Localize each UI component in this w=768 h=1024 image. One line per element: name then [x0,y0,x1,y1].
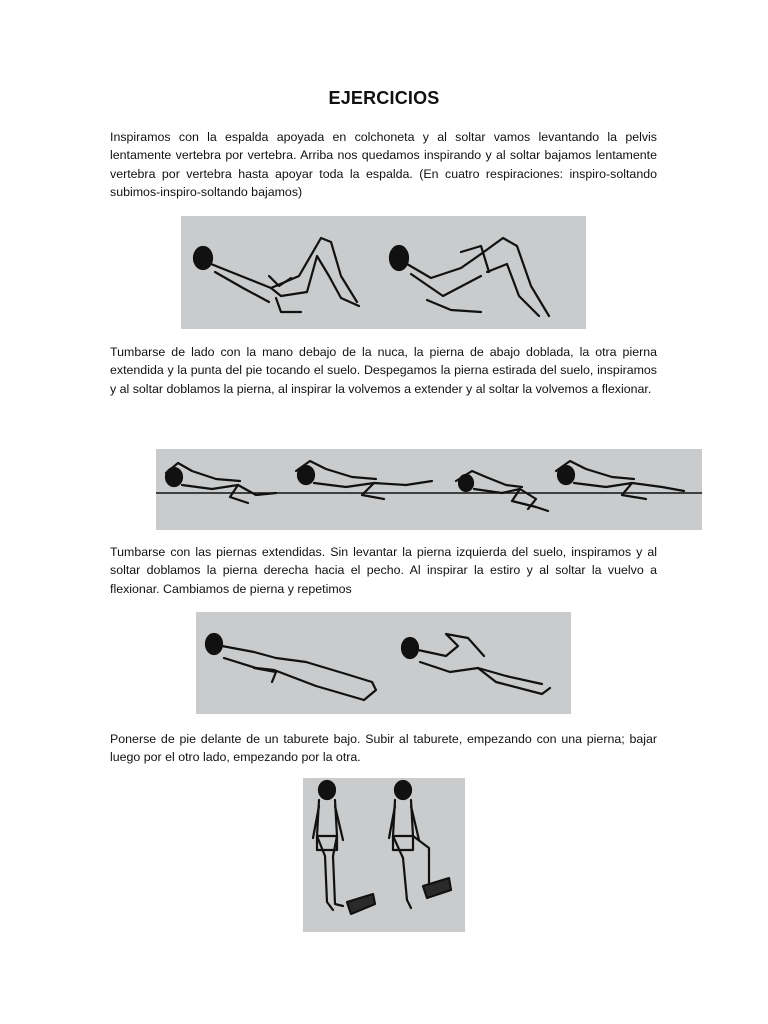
exercise-2-text: Tumbarse de lado con la mano debajo de la nuca, la pierna de abajo doblada, la otra pierna extendida y la punta del pie tocando el suelo. Despegamos la pierna estirada del suelo, inspiramos y al soltar doblamos la pierna, al inspirar la volvemos a extender y al soltar la volvemos a flexionar. [110,345,657,396]
exercise-2-illustration [156,449,702,530]
page-title: EJERCICIOS [328,88,440,108]
exercise-3-illustration [196,612,571,714]
exercise-4-illustration [303,778,465,932]
exercise-3-text: Tumbarse con las piernas extendidas. Sin levantar la pierna izquierda del suelo, inspiramos y al soltar doblamos la pierna derecha hacia el pecho. Al inspirar la estiro y al soltar la vuelvo a flexionar. Cambiamos de pierna y repetimos [110,545,657,596]
exercise-4-text: Ponerse de pie delante de un taburete bajo. Subir al taburete, empezando con una pierna; bajar luego por el otro lado, empezando por la otra. [110,732,657,765]
exercise-1-illustration [181,216,586,329]
exercise-1-text: Inspiramos con la espalda apoyada en colchoneta y al soltar vamos levantando la pelvis lentamente vertebra por vertebra. Arriba nos quedamos inspirando y al soltar bajamos lentamente vertebra por vertebra hasta apoyar toda la espalda. (En cuatro respiraciones: inspiro-soltando subimos-inspiro-soltando bajamos) [110,130,657,200]
